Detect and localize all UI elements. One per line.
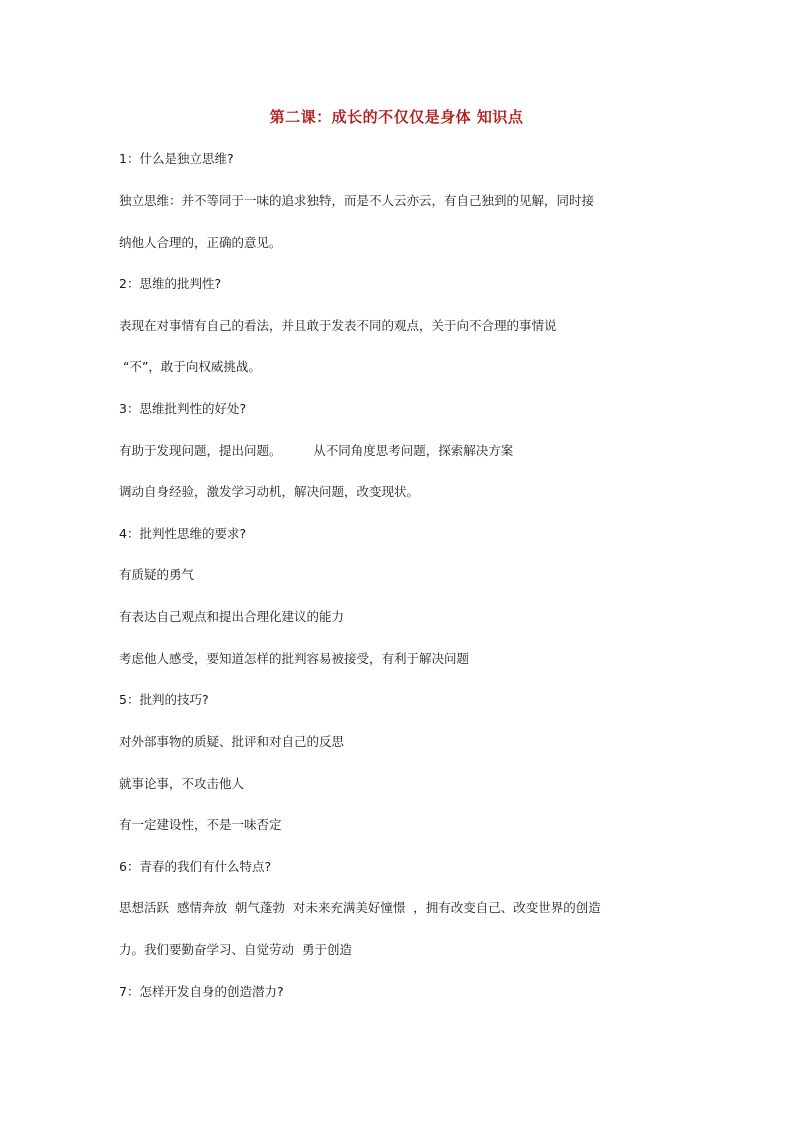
question-3: 3：思维批判性的好处? [119, 401, 247, 416]
answer-2-line-2: “不”，敢于向权威挑战。 [119, 359, 261, 374]
question-1: 1：什么是独立思维? [119, 151, 234, 166]
answer-5-line-3: 有一定建设性，不是一味否定 [119, 817, 282, 832]
answer-1-line-1: 独立思维：并不等同于一味的追求独特，而是不人云亦云，有自己独到的见解，同时接 [119, 193, 595, 208]
answer-5-line-1: 对外部事物的质疑、批评和对自己的反思 [119, 734, 345, 749]
question-4: 4：批判性思维的要求? [119, 526, 247, 541]
answer-3-line-1: 有助于发现问题，提出问题。 从不同角度思考问题，探索解决方案 [119, 443, 514, 458]
answer-2-line-1: 表现在对事情有自己的看法，并且敢于发表不同的观点，关于向不合理的事情说 [119, 318, 557, 333]
answer-6-line-2: 力。我们要勤奋学习、自觉劳动 勇于创造 [119, 942, 352, 957]
answer-4-line-1: 有质疑的勇气 [119, 567, 195, 582]
question-6: 6：青春的我们有什么特点? [119, 859, 272, 874]
answer-1-line-2: 纳他人合理的，正确的意见。 [119, 235, 282, 250]
answer-5-line-2: 就事论事，不攻击他人 [119, 776, 245, 791]
document-title: 第二课：成长的不仅仅是身体 知识点 [269, 108, 524, 126]
answer-6-line-1: 思想活跃 感情奔放 朝气蓬勃 对未来充满美好憧憬 ，拥有改变自己、改变世界的创造 [119, 900, 601, 915]
question-2: 2：思维的批判性? [119, 276, 222, 291]
answer-4-line-3: 考虑他人感受，要知道怎样的批判容易被接受，有利于解决问题 [119, 651, 470, 666]
answer-4-line-2: 有表达自己观点和提出合理化建议的能力 [119, 609, 345, 624]
question-7: 7：怎样开发自身的创造潜力? [119, 984, 284, 999]
answer-3-line-2: 调动自身经验，激发学习动机，解决问题，改变现状。 [119, 484, 420, 499]
question-5: 5：批判的技巧? [119, 692, 209, 707]
